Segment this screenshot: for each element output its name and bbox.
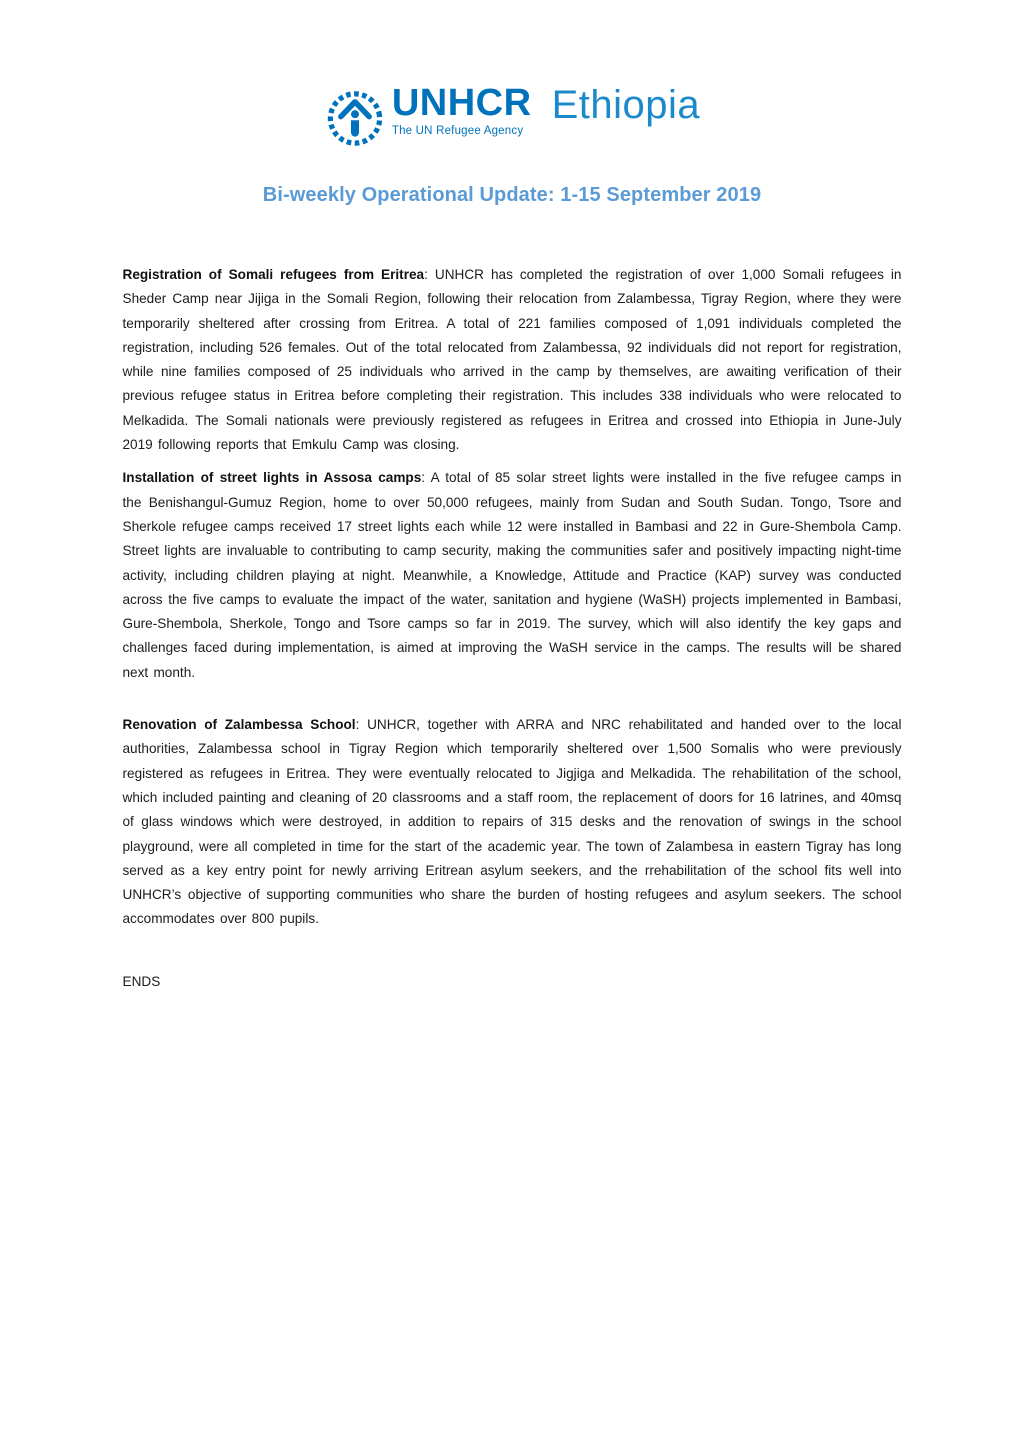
paragraph-text-registration: : UNHCR has completed the registration of over 1,000 Somali refugees in Sheder Camp near Jijiga in the Somali Region, following their relocation from Zalambessa, Tigray Region, where they were temporarily sheltered after crossing from Eritrea. A total of 221 families composed of 1,091 individuals completed the registration, including 526 females. Out of the total relocated from Zalambessa, 92 individuals did not report for registration, while nine families composed of 25 individuals who arrived in the camp by themselves, are awaiting verification of their previous refugee status in Eritrea before completing their registration. This includes 338 individuals who were relocated to Melkadida. The Somali nationals were previously registered as refugees in Eritrea and crossed into Ethiopia in June-July 2019 following reports that Emkulu Camp was closing.: [122, 267, 902, 453]
paragraph-heading-street-lights: Installation of street lights in Assosa camps: [122, 470, 422, 486]
document-header: [0, 0, 1024, 207]
unhcr-wordmark: UNHCR: [391, 82, 532, 124]
paragraph-school-renovation: [123, 713, 902, 932]
paragraph-heading-registration: Registration of Somali refugees from Eritrea: [122, 267, 425, 282]
paragraph-text-street-lights: : A total of 85 solar street lights were installed in the five refugee camps in the Benishangul-Gumuz Region, home to over 50,000 refugees, mainly from Sudan and South Sudan. Tongo, Tsore and Sherkole refugee camps received 17 street lights each while 12 were installed in Bambasi and 22 in Gure-Shembola Camp. Street lights are invaluable to contributing to camp security, making the communities safer and positively impacting night-time activity, including children playing at night. Meanwhile, a Knowledge, Attitude and Practice (KAP) survey was conducted across the five camps to evaluate the impact of the water, sanitation and hygiene (WaSH) projects implemented in Bambasi, Gure-Shembola, Sherkole, Tongo and Tsore camps so far in 2019. The survey, which will also identify the key gaps and challenges faced during implementation, is aimed at improving the WaSH service in the camps. The results will be shared next month.: [122, 470, 902, 680]
paragraph-heading-school-renovation: Renovation of Zalambessa School: [122, 717, 356, 733]
ends-label: ENDS: [122, 973, 161, 989]
paragraph-registration: [123, 263, 902, 457]
logo-country-label: Ethiopia: [551, 83, 701, 127]
unhcr-tagline: The UN Refugee Agency: [391, 125, 524, 137]
page-title: Bi-weekly Operational Update: 1-15 September 2019: [262, 184, 762, 206]
paragraph-street-lights: [123, 466, 902, 685]
unhcr-logo: [0, 84, 1024, 148]
document-body: [123, 263, 902, 994]
unhcr-wordmark-block: [392, 84, 532, 137]
paragraph-text-school-renovation: : UNHCR, together with ARRA and NRC rehabilitated and handed over to the local authorities, Zalambessa school in Tigray Region which temporarily sheltered over 1,500 Somalis who were previously registered as refugees in Eritrea. They were eventually relocated to Jigjiga and Melkadida. The rehabilitation of the school, which included painting and cleaning of 20 classrooms and a staff room, the replacement of doors for 16 latrines, and 40msq of glass windows which were destroyed, in addition to repairs of 315 desks and the renovation of swings in the school playground, were all completed in time for the start of the academic year. The town of Zalambesa in eastern Tigray has long served as a key entry point for newly arriving Eritrean asylum seekers, and the rrehabilitation of the school fits well into UNHCR’s objective of supporting communities who share the burden of hosting refugees and asylum seekers. The school accommodates over 800 pupils.: [122, 717, 902, 927]
unhcr-emblem-icon: [324, 84, 386, 148]
